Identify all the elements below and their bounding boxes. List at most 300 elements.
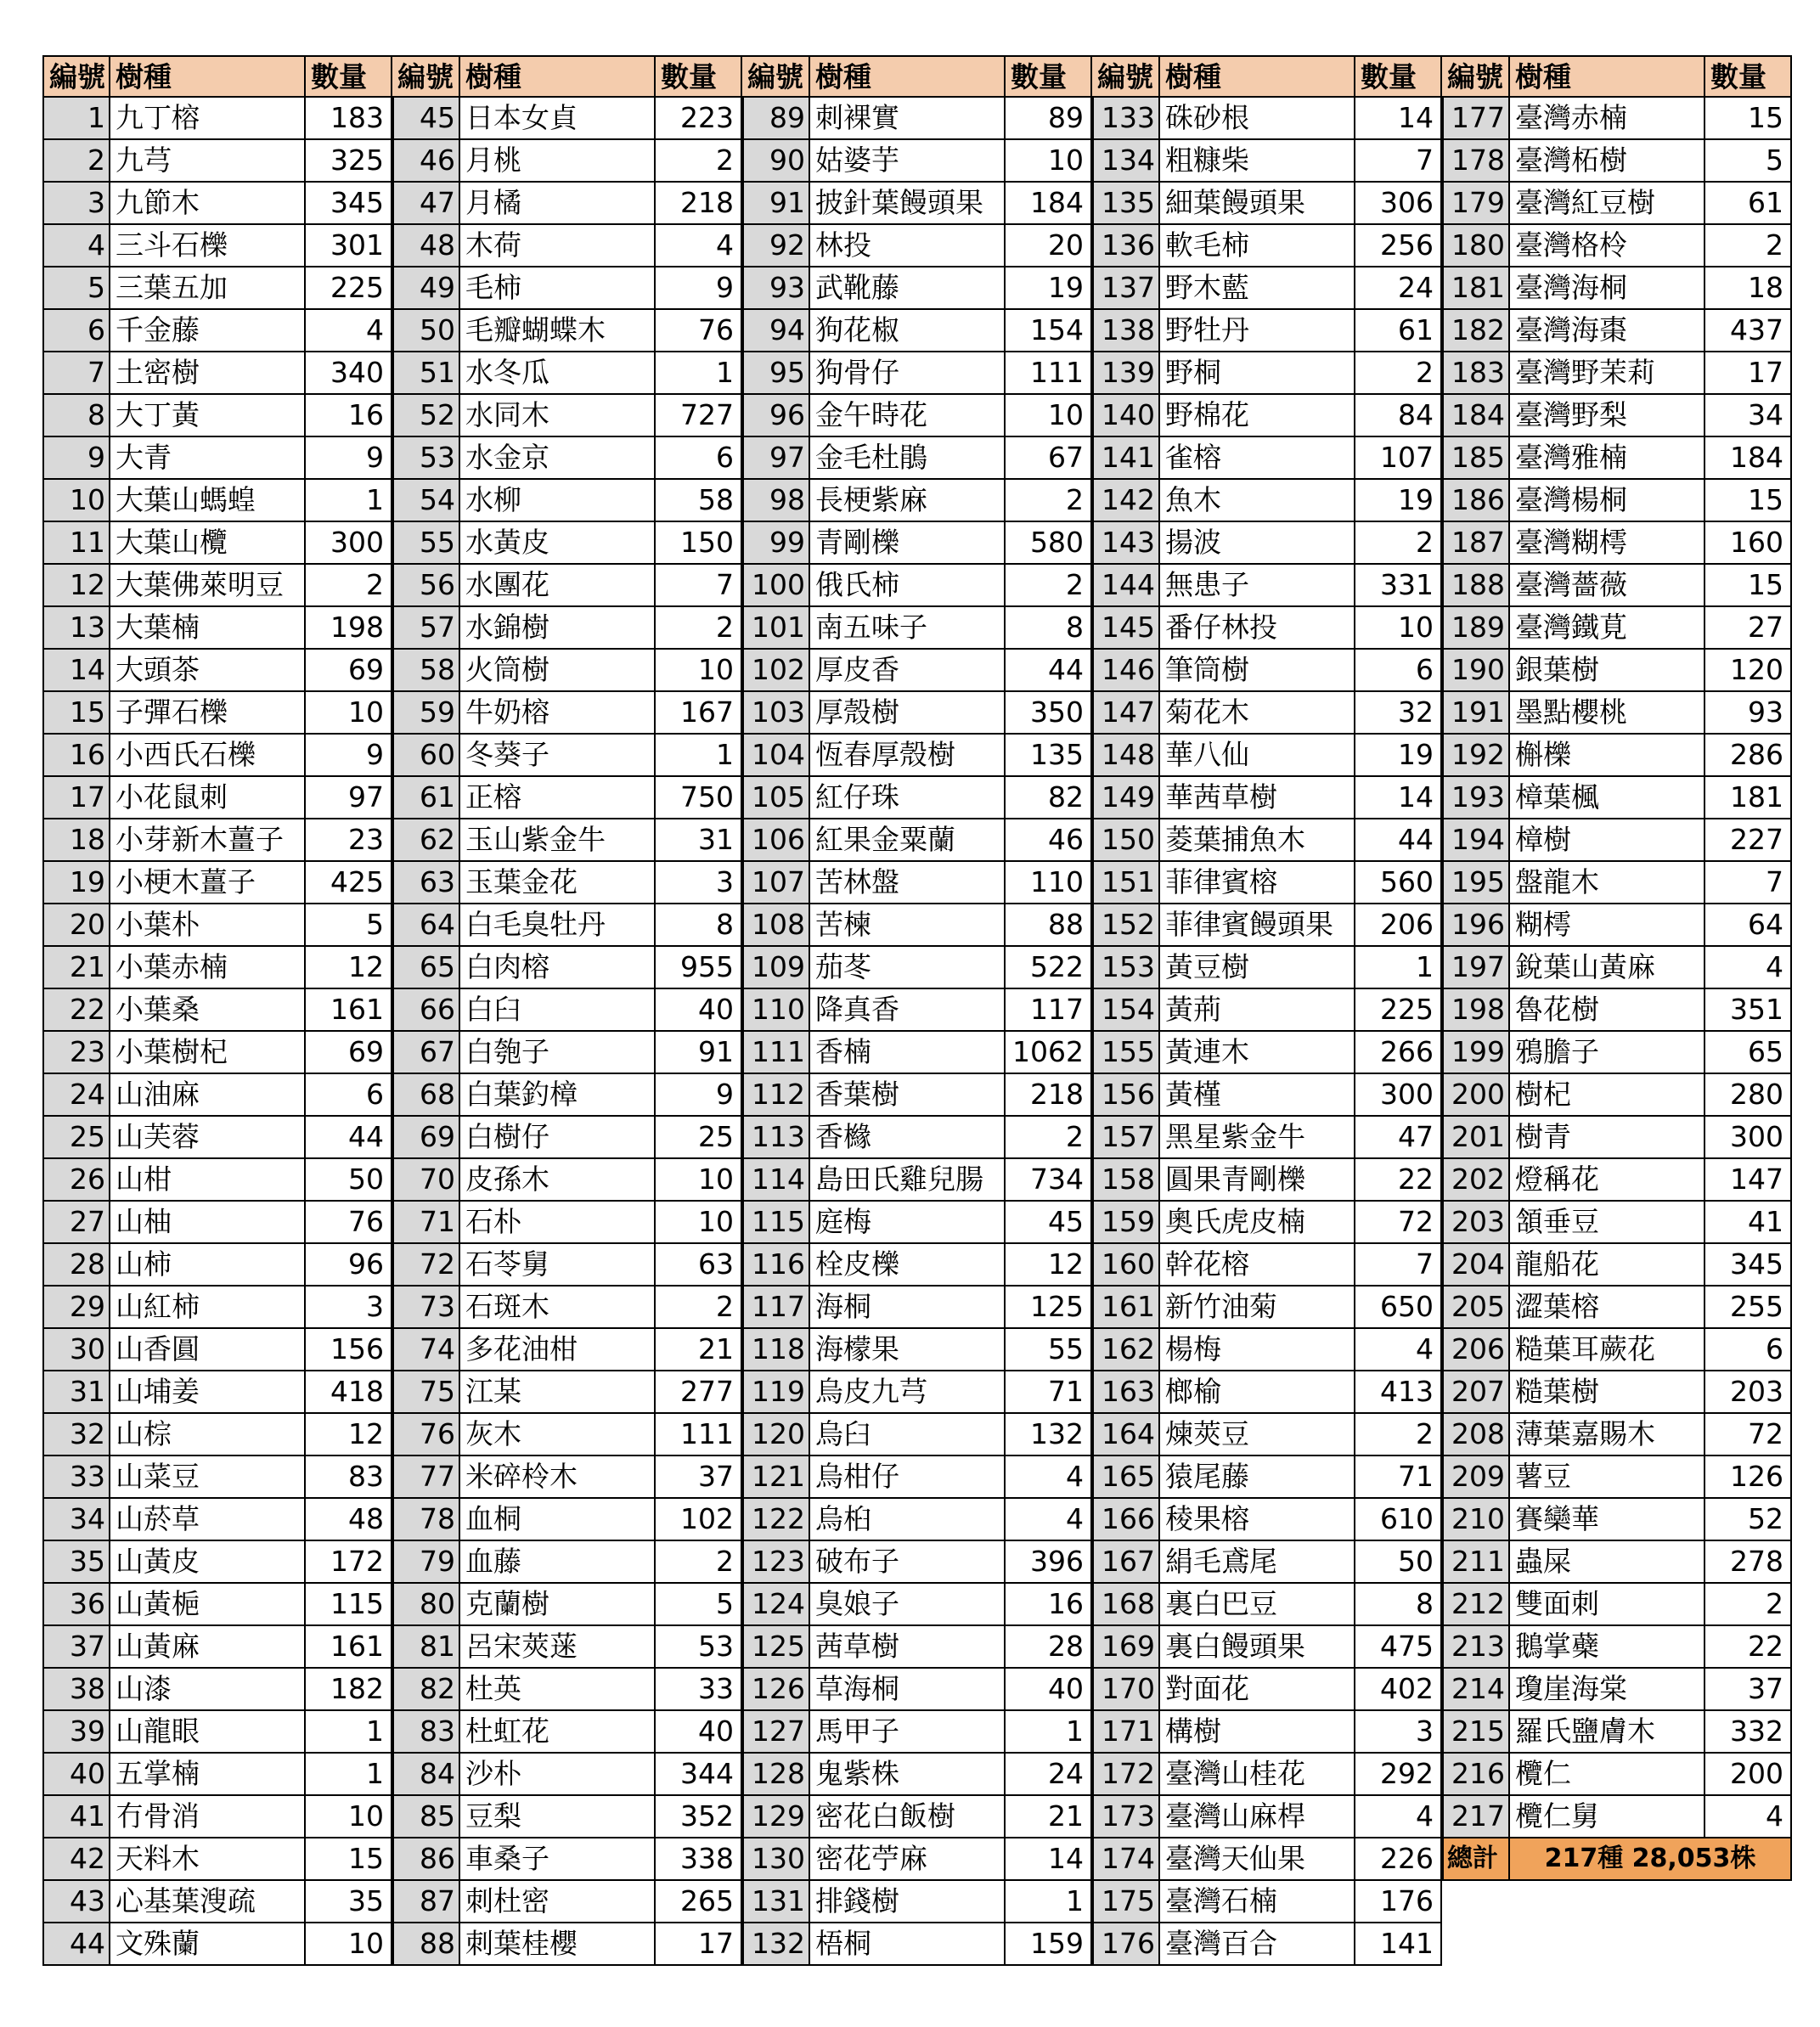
quantity: 4 [1355, 1329, 1442, 1371]
quantity: 183 [306, 98, 392, 140]
quantity: 24 [1355, 267, 1442, 310]
quantity: 1 [306, 1754, 392, 1796]
species-name: 水同木 [460, 395, 656, 437]
row-number: 98 [742, 480, 810, 522]
quantity: 10 [1006, 395, 1092, 437]
row-number: 76 [392, 1414, 460, 1456]
species-name: 雀榕 [1160, 437, 1355, 480]
species-name: 皮孫木 [460, 1159, 656, 1202]
species-name: 破布子 [810, 1541, 1006, 1584]
quantity: 19 [1355, 735, 1442, 777]
row-number: 191 [1442, 692, 1510, 735]
species-name: 呂宋莢蒾 [460, 1626, 656, 1669]
row-number: 74 [392, 1329, 460, 1371]
species-name: 刺裸實 [810, 98, 1006, 140]
row-number: 8 [42, 395, 110, 437]
quantity: 120 [1705, 650, 1792, 692]
row-number: 132 [742, 1923, 810, 1966]
quantity: 8 [656, 904, 742, 947]
row-number: 63 [392, 862, 460, 904]
quantity: 7 [1705, 862, 1792, 904]
row-number: 2 [42, 140, 110, 183]
header-species: 樹種 [460, 55, 656, 98]
species-name: 臺灣山麻桿 [1160, 1796, 1355, 1838]
row-number: 12 [42, 565, 110, 607]
row-number: 16 [42, 735, 110, 777]
header-quantity: 數量 [306, 55, 392, 98]
species-name: 蟲屎 [1510, 1541, 1705, 1584]
quantity: 6 [1705, 1329, 1792, 1371]
quantity: 226 [1355, 1838, 1442, 1881]
row-number: 18 [42, 819, 110, 862]
row-number: 215 [1442, 1711, 1510, 1754]
quantity: 10 [656, 650, 742, 692]
species-name: 山黃麻 [110, 1626, 306, 1669]
row-number: 68 [392, 1074, 460, 1117]
quantity: 4 [1355, 1796, 1442, 1838]
quantity: 19 [1355, 480, 1442, 522]
quantity: 72 [1705, 1414, 1792, 1456]
species-name: 硃砂根 [1160, 98, 1355, 140]
species-name: 刺杜密 [460, 1881, 656, 1923]
quantity: 2 [656, 140, 742, 183]
row-number: 114 [742, 1159, 810, 1202]
quantity: 102 [656, 1499, 742, 1541]
quantity: 1 [306, 1711, 392, 1754]
quantity: 96 [306, 1244, 392, 1287]
species-name: 林投 [810, 225, 1006, 267]
species-name: 日本女貞 [460, 98, 656, 140]
quantity: 69 [306, 1032, 392, 1074]
quantity: 278 [1705, 1541, 1792, 1584]
row-number: 198 [1442, 989, 1510, 1032]
species-name: 青剛櫟 [810, 522, 1006, 565]
quantity: 53 [656, 1626, 742, 1669]
row-number: 155 [1092, 1032, 1160, 1074]
species-name: 大青 [110, 437, 306, 480]
species-name: 山柿 [110, 1244, 306, 1287]
row-number: 20 [42, 904, 110, 947]
row-number: 174 [1092, 1838, 1160, 1881]
quantity: 184 [1705, 437, 1792, 480]
species-name: 新竹油菊 [1160, 1287, 1355, 1329]
quantity: 332 [1705, 1711, 1792, 1754]
species-name: 鵝掌蘗 [1510, 1626, 1705, 1669]
quantity: 14 [1355, 777, 1442, 819]
quantity: 4 [306, 310, 392, 352]
quantity: 147 [1705, 1159, 1792, 1202]
species-name: 牛奶榕 [460, 692, 656, 735]
row-number: 183 [1442, 352, 1510, 395]
species-name: 山黃梔 [110, 1584, 306, 1626]
quantity: 10 [306, 692, 392, 735]
species-name: 毛柿 [460, 267, 656, 310]
quantity: 69 [306, 650, 392, 692]
row-number: 147 [1092, 692, 1160, 735]
species-name: 大葉佛萊明豆 [110, 565, 306, 607]
species-name: 山紅柿 [110, 1287, 306, 1329]
row-number: 116 [742, 1244, 810, 1287]
row-number: 91 [742, 183, 810, 225]
row-number: 39 [42, 1711, 110, 1754]
quantity: 3 [306, 1287, 392, 1329]
row-number: 185 [1442, 437, 1510, 480]
header-number: 編號 [42, 55, 110, 98]
species-name: 山香圓 [110, 1329, 306, 1371]
row-number: 93 [742, 267, 810, 310]
species-name: 無患子 [1160, 565, 1355, 607]
species-name: 密花苧麻 [810, 1838, 1006, 1881]
row-number: 14 [42, 650, 110, 692]
species-name: 九芎 [110, 140, 306, 183]
header-number: 編號 [392, 55, 460, 98]
species-name: 臺灣野梨 [1510, 395, 1705, 437]
quantity: 61 [1355, 310, 1442, 352]
row-number: 154 [1092, 989, 1160, 1032]
species-name: 降真香 [810, 989, 1006, 1032]
quantity: 2 [656, 1287, 742, 1329]
species-name: 五掌楠 [110, 1754, 306, 1796]
species-name: 華八仙 [1160, 735, 1355, 777]
quantity: 32 [1355, 692, 1442, 735]
quantity: 560 [1355, 862, 1442, 904]
quantity: 2 [1355, 1414, 1442, 1456]
species-name: 姑婆芋 [810, 140, 1006, 183]
species-name: 筆筒樹 [1160, 650, 1355, 692]
row-number: 112 [742, 1074, 810, 1117]
quantity: 115 [306, 1584, 392, 1626]
row-number: 73 [392, 1287, 460, 1329]
quantity: 402 [1355, 1669, 1442, 1711]
species-name: 小葉樹杞 [110, 1032, 306, 1074]
quantity: 63 [656, 1244, 742, 1287]
species-name: 九節木 [110, 183, 306, 225]
species-name: 奧氏虎皮楠 [1160, 1202, 1355, 1244]
quantity: 10 [306, 1796, 392, 1838]
quantity: 6 [656, 437, 742, 480]
row-number: 66 [392, 989, 460, 1032]
quantity: 4 [1006, 1456, 1092, 1499]
quantity: 8 [1355, 1584, 1442, 1626]
species-name: 對面花 [1160, 1669, 1355, 1711]
species-name: 魚木 [1160, 480, 1355, 522]
quantity: 58 [656, 480, 742, 522]
quantity: 225 [1355, 989, 1442, 1032]
row-number: 161 [1092, 1287, 1160, 1329]
species-name: 欖仁舅 [1510, 1796, 1705, 1838]
species-name: 白肉榕 [460, 947, 656, 989]
row-number: 131 [742, 1881, 810, 1923]
quantity: 20 [1006, 225, 1092, 267]
quantity: 64 [1705, 904, 1792, 947]
species-name: 山黃皮 [110, 1541, 306, 1584]
species-name: 三斗石櫟 [110, 225, 306, 267]
species-name: 欖仁 [1510, 1754, 1705, 1796]
quantity: 167 [656, 692, 742, 735]
species-name: 臭娘子 [810, 1584, 1006, 1626]
species-name: 野木藍 [1160, 267, 1355, 310]
row-number: 42 [42, 1838, 110, 1881]
species-name: 灰木 [460, 1414, 656, 1456]
row-number: 195 [1442, 862, 1510, 904]
quantity: 55 [1006, 1329, 1092, 1371]
header-number: 編號 [1092, 55, 1160, 98]
row-number: 210 [1442, 1499, 1510, 1541]
row-number: 92 [742, 225, 810, 267]
species-name: 臺灣石楠 [1160, 1881, 1355, 1923]
species-name: 銳葉山黃麻 [1510, 947, 1705, 989]
row-number: 182 [1442, 310, 1510, 352]
species-name: 鬼紫株 [810, 1754, 1006, 1796]
row-number: 127 [742, 1711, 810, 1754]
quantity: 22 [1355, 1159, 1442, 1202]
row-number: 43 [42, 1881, 110, 1923]
row-number: 46 [392, 140, 460, 183]
species-name: 臺灣海棗 [1510, 310, 1705, 352]
row-number: 109 [742, 947, 810, 989]
row-number: 4 [42, 225, 110, 267]
species-name: 烏臼 [810, 1414, 1006, 1456]
quantity: 45 [1006, 1202, 1092, 1244]
species-name: 小葉桑 [110, 989, 306, 1032]
row-number: 78 [392, 1499, 460, 1541]
quantity: 351 [1705, 989, 1792, 1032]
quantity: 1 [1006, 1881, 1092, 1923]
row-number: 173 [1092, 1796, 1160, 1838]
species-name: 石斑木 [460, 1287, 656, 1329]
row-number: 71 [392, 1202, 460, 1244]
species-name: 臺灣海桐 [1510, 267, 1705, 310]
row-number: 35 [42, 1541, 110, 1584]
row-number: 141 [1092, 437, 1160, 480]
species-name: 水團花 [460, 565, 656, 607]
species-name: 小梗木薑子 [110, 862, 306, 904]
quantity: 34 [1705, 395, 1792, 437]
quantity: 10 [1355, 607, 1442, 650]
row-number: 19 [42, 862, 110, 904]
quantity: 83 [306, 1456, 392, 1499]
quantity: 580 [1006, 522, 1092, 565]
row-number: 193 [1442, 777, 1510, 819]
quantity: 292 [1355, 1754, 1442, 1796]
species-name: 白毛臭牡丹 [460, 904, 656, 947]
row-number: 177 [1442, 98, 1510, 140]
row-number: 209 [1442, 1456, 1510, 1499]
quantity: 300 [1355, 1074, 1442, 1117]
row-number: 67 [392, 1032, 460, 1074]
row-number: 213 [1442, 1626, 1510, 1669]
species-name: 大葉楠 [110, 607, 306, 650]
species-name: 雙面刺 [1510, 1584, 1705, 1626]
species-name: 沙朴 [460, 1754, 656, 1796]
species-name: 南五味子 [810, 607, 1006, 650]
row-number: 60 [392, 735, 460, 777]
row-number: 103 [742, 692, 810, 735]
quantity: 9 [306, 437, 392, 480]
row-number: 128 [742, 1754, 810, 1796]
species-name: 毛瓣蝴蝶木 [460, 310, 656, 352]
quantity: 24 [1006, 1754, 1092, 1796]
row-number: 61 [392, 777, 460, 819]
species-name: 猿尾藤 [1160, 1456, 1355, 1499]
quantity: 2 [1355, 352, 1442, 395]
row-number: 52 [392, 395, 460, 437]
quantity: 206 [1355, 904, 1442, 947]
quantity: 522 [1006, 947, 1092, 989]
species-name: 番仔林投 [1160, 607, 1355, 650]
row-number: 29 [42, 1287, 110, 1329]
row-number: 25 [42, 1117, 110, 1159]
row-number: 159 [1092, 1202, 1160, 1244]
quantity: 223 [656, 98, 742, 140]
quantity: 33 [656, 1669, 742, 1711]
quantity: 2 [1355, 522, 1442, 565]
species-name: 火筒樹 [460, 650, 656, 692]
quantity: 203 [1705, 1371, 1792, 1414]
row-number: 129 [742, 1796, 810, 1838]
species-name: 山龍眼 [110, 1711, 306, 1754]
row-number: 142 [1092, 480, 1160, 522]
quantity: 181 [1705, 777, 1792, 819]
species-name: 正榕 [460, 777, 656, 819]
species-name: 小葉朴 [110, 904, 306, 947]
species-name: 狗骨仔 [810, 352, 1006, 395]
row-number: 105 [742, 777, 810, 819]
quantity: 135 [1006, 735, 1092, 777]
row-number: 149 [1092, 777, 1160, 819]
quantity: 50 [306, 1159, 392, 1202]
quantity: 154 [1006, 310, 1092, 352]
species-name: 海檬果 [810, 1329, 1006, 1371]
quantity: 200 [1705, 1754, 1792, 1796]
species-name: 庭梅 [810, 1202, 1006, 1244]
quantity: 1 [306, 480, 392, 522]
species-name: 山菜豆 [110, 1456, 306, 1499]
species-name: 子彈石櫟 [110, 692, 306, 735]
row-number: 203 [1442, 1202, 1510, 1244]
quantity: 1 [656, 735, 742, 777]
quantity: 12 [1006, 1244, 1092, 1287]
quantity: 418 [306, 1371, 392, 1414]
species-name: 粗糠柴 [1160, 140, 1355, 183]
row-number: 153 [1092, 947, 1160, 989]
species-name: 銀葉樹 [1510, 650, 1705, 692]
quantity: 132 [1006, 1414, 1092, 1456]
quantity: 344 [656, 1754, 742, 1796]
row-number: 137 [1092, 267, 1160, 310]
species-name: 龍船花 [1510, 1244, 1705, 1287]
quantity: 300 [1705, 1117, 1792, 1159]
quantity: 650 [1355, 1287, 1442, 1329]
quantity: 15 [1705, 480, 1792, 522]
quantity: 88 [1006, 904, 1092, 947]
row-number: 199 [1442, 1032, 1510, 1074]
species-name: 野棉花 [1160, 395, 1355, 437]
species-name: 水柳 [460, 480, 656, 522]
species-name: 糙葉樹 [1510, 1371, 1705, 1414]
row-number: 65 [392, 947, 460, 989]
quantity: 277 [656, 1371, 742, 1414]
quantity: 150 [656, 522, 742, 565]
quantity: 225 [306, 267, 392, 310]
species-name: 克蘭樹 [460, 1584, 656, 1626]
species-name: 烏柑仔 [810, 1456, 1006, 1499]
row-number: 217 [1442, 1796, 1510, 1838]
quantity: 1 [1355, 947, 1442, 989]
row-number: 1 [42, 98, 110, 140]
row-number: 175 [1092, 1881, 1160, 1923]
row-number: 206 [1442, 1329, 1510, 1371]
species-name: 烏桕 [810, 1499, 1006, 1541]
quantity: 93 [1705, 692, 1792, 735]
row-number: 106 [742, 819, 810, 862]
species-name: 墨點櫻桃 [1510, 692, 1705, 735]
quantity: 1062 [1006, 1032, 1092, 1074]
species-name: 白匏子 [460, 1032, 656, 1074]
species-name: 野牡丹 [1160, 310, 1355, 352]
species-name: 圓果青剛櫟 [1160, 1159, 1355, 1202]
quantity: 10 [1006, 140, 1092, 183]
header-quantity: 數量 [1705, 55, 1792, 98]
quantity: 1 [656, 352, 742, 395]
row-number: 119 [742, 1371, 810, 1414]
quantity: 2 [656, 607, 742, 650]
species-name: 水黃皮 [460, 522, 656, 565]
row-number: 167 [1092, 1541, 1160, 1584]
row-number: 156 [1092, 1074, 1160, 1117]
row-number: 120 [742, 1414, 810, 1456]
species-name: 玉葉金花 [460, 862, 656, 904]
species-name: 大葉山欖 [110, 522, 306, 565]
quantity: 2 [1705, 1584, 1792, 1626]
row-number: 171 [1092, 1711, 1160, 1754]
row-number: 50 [392, 310, 460, 352]
row-number: 108 [742, 904, 810, 947]
quantity: 5 [1705, 140, 1792, 183]
row-number: 24 [42, 1074, 110, 1117]
species-name: 草海桐 [810, 1669, 1006, 1711]
species-name: 黃連木 [1160, 1032, 1355, 1074]
species-name: 樹杞 [1510, 1074, 1705, 1117]
quantity: 2 [1006, 565, 1092, 607]
quantity: 345 [306, 183, 392, 225]
row-number: 204 [1442, 1244, 1510, 1287]
quantity: 184 [1006, 183, 1092, 225]
row-number: 28 [42, 1244, 110, 1287]
quantity: 182 [306, 1669, 392, 1711]
row-number: 85 [392, 1796, 460, 1838]
row-number: 84 [392, 1754, 460, 1796]
species-name: 恆春厚殼樹 [810, 735, 1006, 777]
quantity: 110 [1006, 862, 1092, 904]
row-number: 168 [1092, 1584, 1160, 1626]
quantity: 437 [1705, 310, 1792, 352]
row-number: 9 [42, 437, 110, 480]
quantity: 198 [306, 607, 392, 650]
row-number: 89 [742, 98, 810, 140]
row-number: 21 [42, 947, 110, 989]
species-name: 稜果榕 [1160, 1499, 1355, 1541]
row-number: 212 [1442, 1584, 1510, 1626]
quantity: 72 [1355, 1202, 1442, 1244]
quantity: 15 [306, 1838, 392, 1881]
species-name: 羅氏鹽膚木 [1510, 1711, 1705, 1754]
row-number: 216 [1442, 1754, 1510, 1796]
quantity: 266 [1355, 1032, 1442, 1074]
quantity: 9 [306, 735, 392, 777]
row-number: 214 [1442, 1669, 1510, 1711]
species-name: 菲律賓饅頭果 [1160, 904, 1355, 947]
